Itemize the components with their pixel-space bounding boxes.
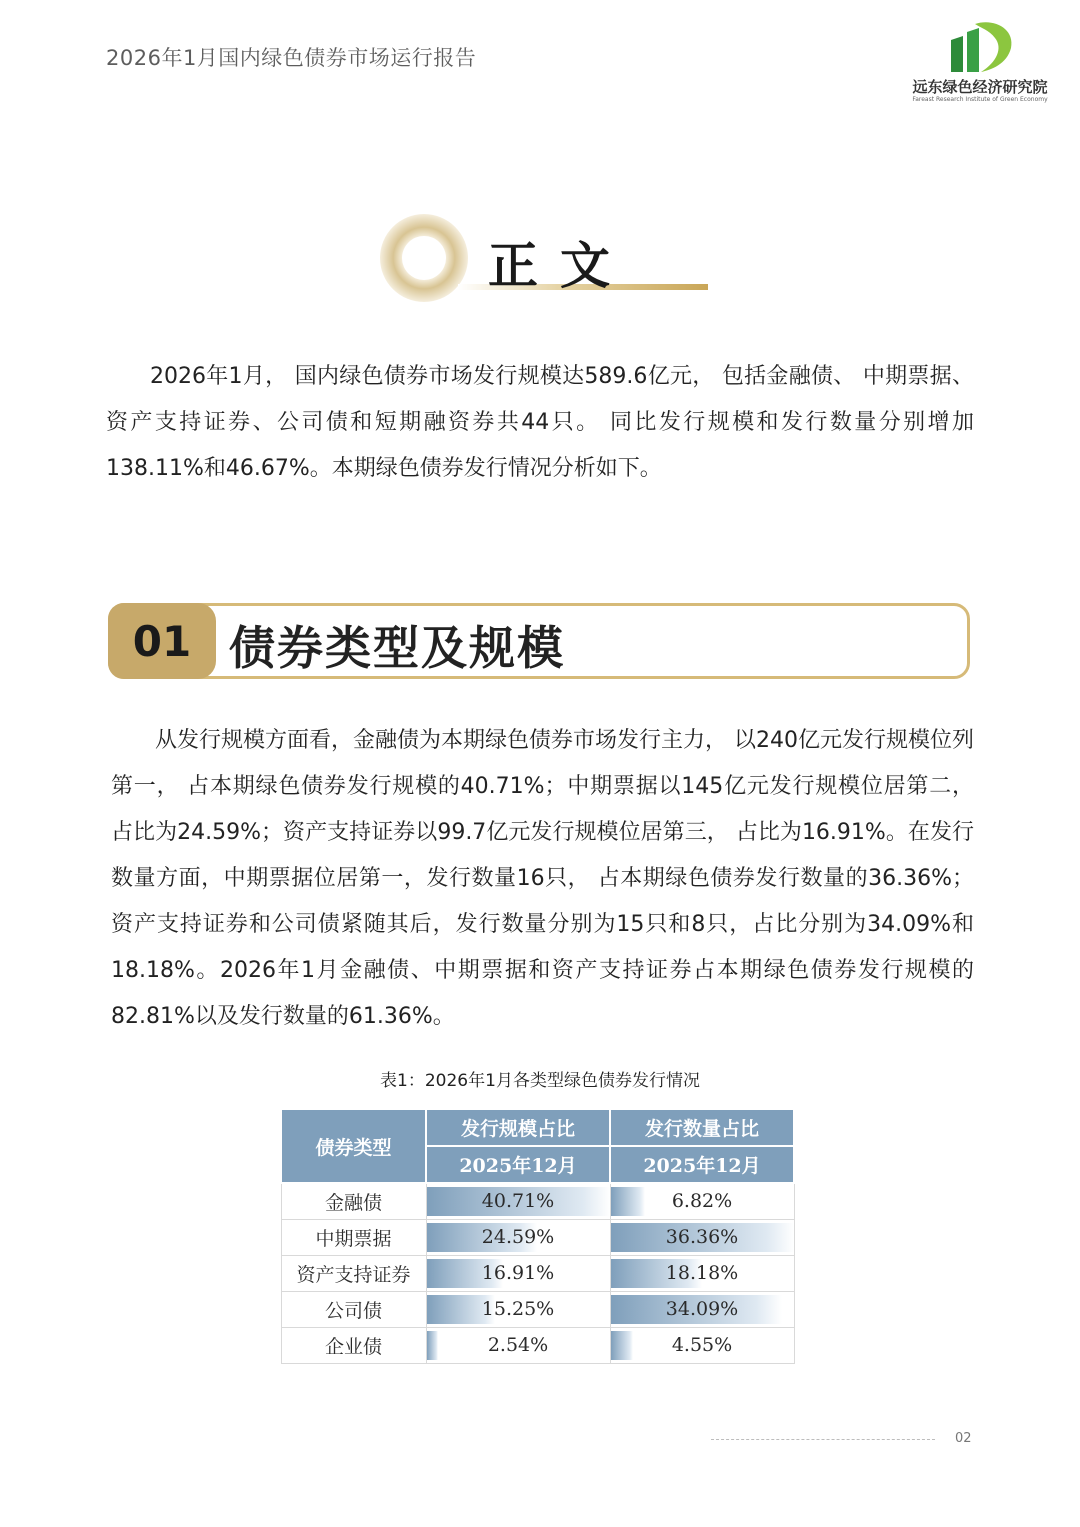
- count-share-value: 34.09%: [665, 1298, 739, 1320]
- count-share-cell: [610, 1183, 794, 1220]
- scale-share-value: 15.25%: [481, 1298, 555, 1320]
- count-share-value: 18.18%: [665, 1262, 739, 1284]
- scale-share-cell: [426, 1220, 610, 1256]
- header-scale-share: 发行规模占比: [426, 1109, 610, 1146]
- logo-english-name: Fareast Research Institute of Green Economy: [912, 96, 1048, 103]
- intro-paragraph: 2026年1月， 国内绿色债券市场发行规模达589.6亿元， 包括金融债、 中期票据、 资产支持证券、公司债和短期融资券共44只。 同比发行规模和发行数量分别增加138.11%和46.67%。本期绿色债券发行情况分析如下。: [106, 364, 974, 481]
- table-row: [281, 1220, 794, 1256]
- scale-share-cell: [426, 1256, 610, 1292]
- count-share-cell: [610, 1220, 794, 1256]
- table-row: [281, 1256, 794, 1292]
- count-share-value: 6.82%: [671, 1190, 733, 1212]
- page-number: 02: [955, 1431, 972, 1446]
- scale-share-bar: [427, 1331, 438, 1360]
- scale-share-value: 16.91%: [481, 1262, 555, 1284]
- institute-logo: [900, 18, 1060, 108]
- count-share-cell: [610, 1256, 794, 1292]
- bond-type-cell: 中期票据: [281, 1220, 426, 1256]
- table-caption: 表1：2026年1月各类型绿色债券发行情况: [380, 1071, 700, 1091]
- bond-type-cell: 公司债: [281, 1292, 426, 1328]
- bond-type-cell: 金融债: [281, 1183, 426, 1220]
- scale-share-cell: [426, 1292, 610, 1328]
- section-body-paragraph: 从发行规模方面看，金融债为本期绿色债券市场发行主力， 以240亿元发行规模位列第一， 占本期绿色债券发行规模的40.71%；中期票据以145亿元发行规模位居第二， 占比为24.59%；资产支持证券以99.7亿元发行规模位居第三， 占比为16.91%。在发行数量方面，中期票据位居第一，发行数量16只， 占本期绿色债券发行数量的36.36%；资产支持证券和公司债紧随其后，发行数量分别为15只和8只，占比分别为34.09%和18.18%。2026年1月金融债、中期票据和资产支持证券占本期绿色债券发行规模的82.81%以及发行数量的61.36%。: [111, 728, 974, 1029]
- main-heading: 正文: [488, 236, 632, 295]
- bond-type-cell: 资产支持证券: [281, 1256, 426, 1292]
- section-title: 债券类型及规模: [229, 621, 565, 675]
- leaf-logo-icon: [945, 18, 1017, 74]
- bond-type-table: [280, 1108, 795, 1364]
- count-share-bar: [611, 1187, 645, 1216]
- count-share-cell: [610, 1292, 794, 1328]
- table-row: [281, 1183, 794, 1220]
- footer-divider: [711, 1439, 935, 1440]
- count-share-value: 36.36%: [665, 1226, 739, 1248]
- count-share-bar: [611, 1331, 634, 1360]
- scale-share-value: 40.71%: [481, 1190, 555, 1212]
- header-bond-type: 债券类型: [281, 1109, 426, 1183]
- scale-share-value: 2.54%: [487, 1334, 549, 1356]
- scale-share-cell: [426, 1183, 610, 1220]
- header-count-share: 发行数量占比: [610, 1109, 794, 1146]
- section-header: [108, 603, 970, 679]
- scale-share-value: 24.59%: [481, 1226, 555, 1248]
- section-number: 01: [108, 603, 216, 679]
- count-share-value: 4.55%: [671, 1334, 733, 1356]
- header-scale-period: 2025年12月: [426, 1146, 610, 1183]
- scale-share-cell: [426, 1328, 610, 1364]
- document-header-title: 2026年1月国内绿色债券市场运行报告: [106, 46, 477, 70]
- count-share-cell: [610, 1328, 794, 1364]
- logo-chinese-name: 远东绿色经济研究院: [912, 78, 1048, 96]
- table-row: [281, 1328, 794, 1364]
- main-heading-block: [378, 210, 718, 310]
- bond-type-cell: 企业债: [281, 1328, 426, 1364]
- header-count-period: 2025年12月: [610, 1146, 794, 1183]
- table-row: [281, 1292, 794, 1328]
